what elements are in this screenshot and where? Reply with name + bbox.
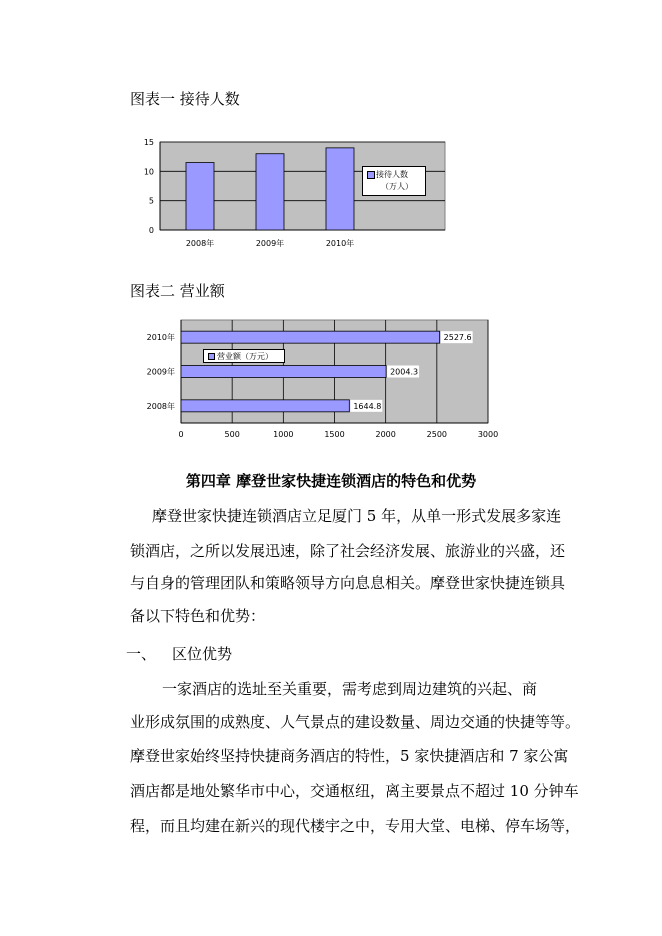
chapter-title: 第四章 摩登世家快捷连锁酒店的特色和优势 [185,472,477,490]
y-tick-label: 2010年 [146,333,175,343]
bar [181,331,440,343]
section-number: 一、 [126,645,157,663]
chart1-caption: 图表一 接待人数 [130,90,240,108]
x-tick-label: 1500 [324,430,345,439]
data-label: 2004.3 [390,367,419,377]
legend-label-line1: 接待人数 [376,170,408,179]
para1-line-2: 锁酒店，之所以发展迅速，除了社会经济发展、旅游业的兴盛，还 [130,542,566,560]
para1-line-1: 摩登世家快捷连锁酒店立足厦门 5 年，从单一形式发展多家连 [152,507,562,525]
visitor-chart-legend [362,166,426,196]
x-tick-label: 0 [178,430,184,439]
bar [181,366,386,378]
chart2-caption: 图表二 营业额 [130,282,225,300]
x-tick-label: 3000 [477,430,499,439]
x-tick-label: 2008年 [185,239,215,248]
para2-line-5: 程，而且均建在新兴的现代楼宇之中，专用大堂、电梯、停车场等， [130,817,581,835]
visitor-chart [130,128,460,258]
legend-label: 营业额（万元） [217,352,273,361]
legend-label-line2: （万人） [381,182,413,191]
section-title: 区位优势 [172,645,233,663]
bar [181,400,349,412]
y-tick-label: 0 [148,226,154,235]
x-tick-label: 2010年 [325,239,355,248]
y-tick-label: 5 [148,196,154,206]
x-tick-label: 2009年 [255,239,285,248]
data-label: 1644.8 [353,401,382,411]
x-tick-label: 2000 [375,430,396,439]
x-tick-label: 1000 [273,430,294,439]
para1-line-4: 备以下特色和优势： [130,607,266,625]
para1-line-3: 与自身的管理团队和策略领导方向息息相关。摩登世家快捷连锁具 [130,574,566,592]
para2-line-3: 摩登世家始终坚持快捷商务酒店的特性，5 家快捷酒店和 7 家公寓 [130,747,569,765]
data-label: 2527.6 [443,333,472,343]
y-tick-label: 2008年 [146,401,175,411]
y-tick-label: 15 [143,138,154,147]
para2-line-1: 一家酒店的选址至关重要，需考虑到周边建筑的兴起、商 [162,680,538,698]
para2-line-4: 酒店都是地处繁华市中心，交通枢纽，离主要景点不超过 10 分钟车 [130,782,579,800]
y-tick-label: 10 [143,167,154,177]
bar [186,163,214,230]
bar [326,148,354,230]
legend-swatch [367,171,375,179]
bar [256,154,284,230]
legend-swatch [208,353,215,360]
revenue-chart [130,315,510,450]
y-tick-label: 2009年 [146,367,175,377]
para2-line-2: 业形成氛围的成熟度、人气景点的建设数量、周边交通的快捷等等。 [130,713,581,731]
x-tick-label: 2500 [426,430,448,439]
revenue-chart-legend [203,349,285,363]
x-tick-label: 500 [224,430,240,439]
revenue-chart-svg [130,315,510,450]
